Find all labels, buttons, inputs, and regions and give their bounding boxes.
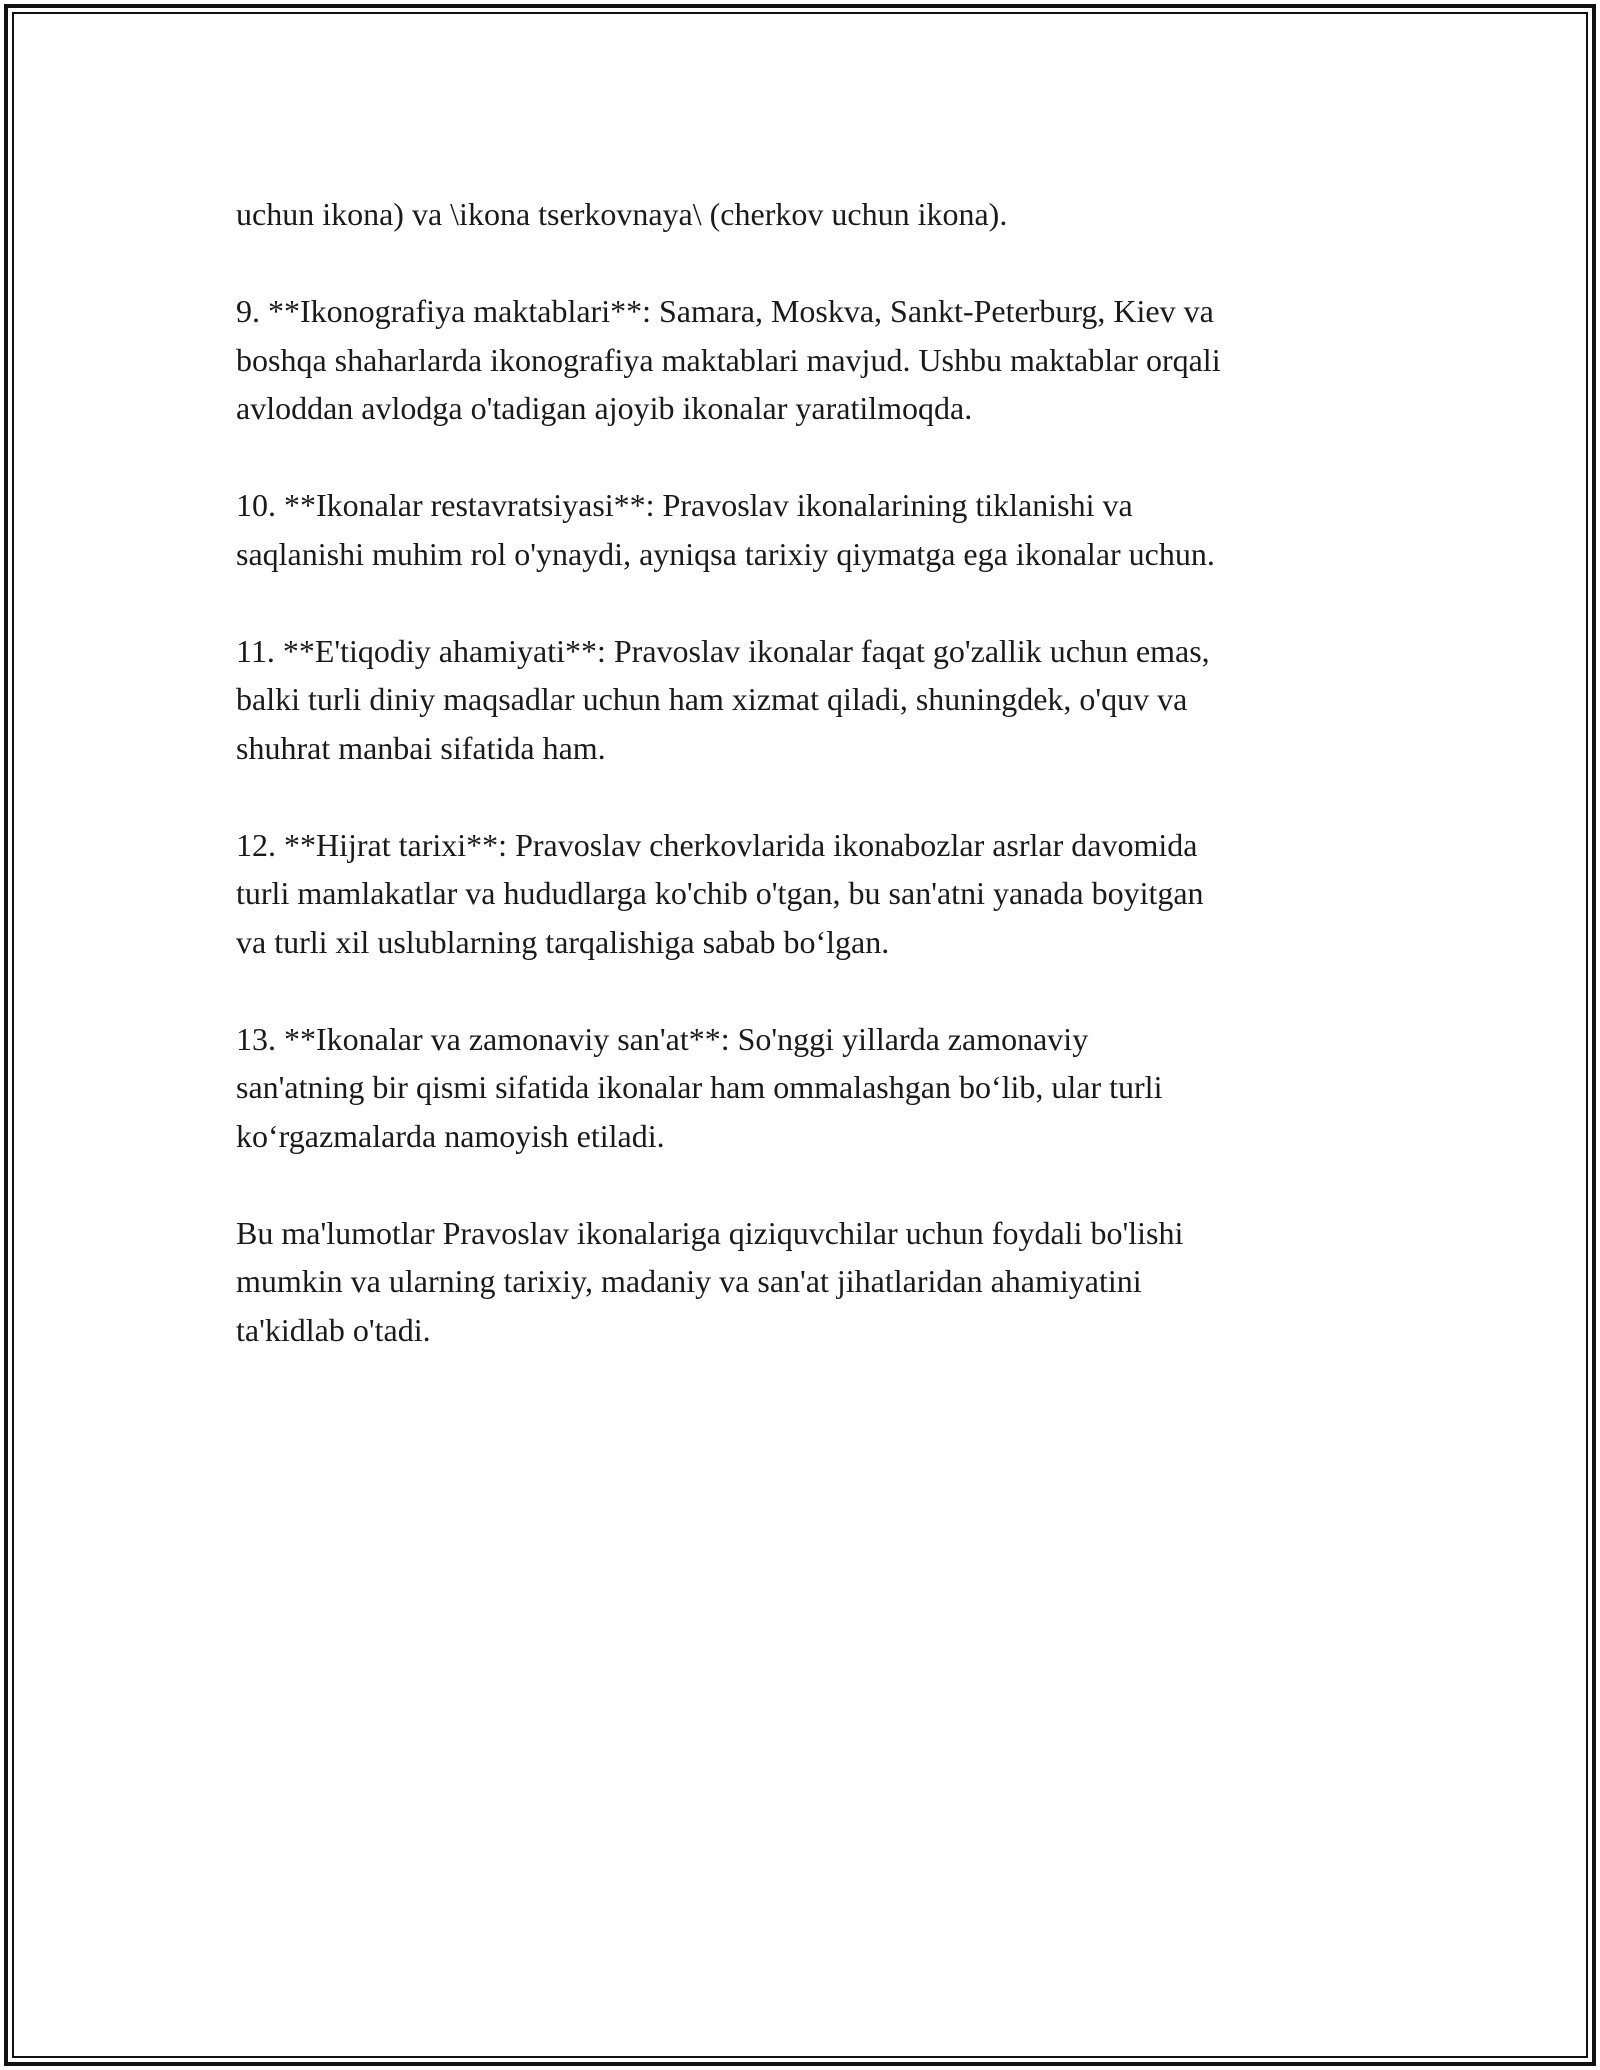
paragraph-item-13: 13. **Ikonalar va zamonaviy san'at**: So'nggi yillarda zamonaviy san'atning bir qismi sifatida ikonalar ham ommalashgan bo‘lib, ular turli ko‘rgazmalarda namoyish etiladi.: [236, 1020, 1163, 1154]
paragraph-continuation: uchun ikona) va \ikona tserkovnaya\ (cherkov uchun ikona).: [236, 196, 1008, 232]
paragraph-item-9: 9. **Ikonografiya maktablari**: Samara, Moskva, Sankt-Peterburg, Kiev va boshqa shaharlarda ikonografiya maktablari mavjud. Ushbu maktablar orqali avloddan avlodga o'tadigan ajoyib ikonalar yaratilmoqda.: [236, 293, 1221, 426]
paragraph-item-10: 10. **Ikonalar restavratsiyasi**: Pravoslav ikonalarining tiklanishi va saqlanishi muhim rol o'ynaydi, ayniqsa tarixiy qiymatga ega ikonalar uchun.: [236, 487, 1215, 572]
paragraph-item-11: 11. **E'tiqodiy ahamiyati**: Pravoslav ikonalar faqat go'zallik uchun emas, balki turli diniy maqsadlar uchun ham xizmat qiladi, shuningdek, o'quv va shuhrat manbai sifatida ham.: [236, 632, 1210, 766]
paragraph-conclusion: Bu ma'lumotlar Pravoslav ikonalariga qiziquvchilar uchun foydali bo'lishi mumkin va ularning tarixiy, madaniy va san'at jihatlaridan ahamiyatini ta'kidlab o'tadi.: [236, 1214, 1184, 1348]
document-body: [236, 190, 1386, 1403]
paragraph-item-12: 12. **Hijrat tarixi**: Pravoslav cherkovlarida ikonabozlar asrlar davomida turli mamlakatlar va hududlarga ko'chib o'tgan, bu san'atni yanada boyitgan va turli xil uslublarning tarqalishiga sabab bo‘lgan.: [236, 826, 1204, 960]
